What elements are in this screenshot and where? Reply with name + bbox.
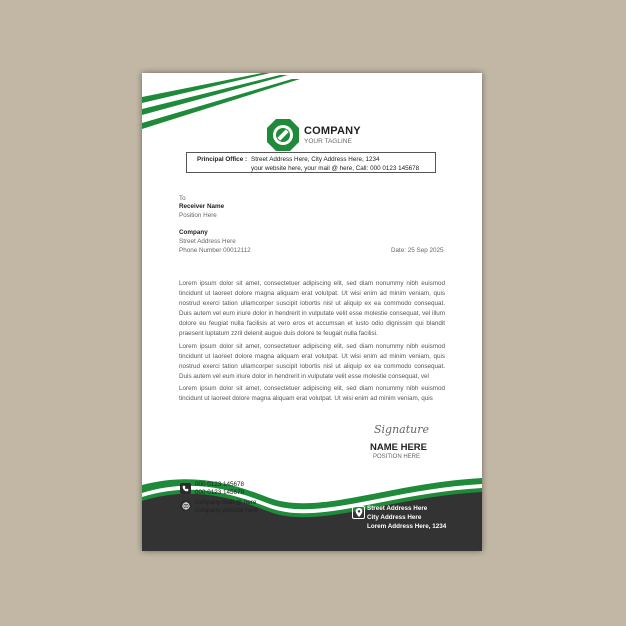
- body-paragraph-2: Lorem ipsum dolor sit amet, consectetuer adipiscing elit, sed diam nonummy nibh euismod tincidunt ut laoreet dolore magna aliquam erat volutpat. Ut wisi enim ad minim veniam, quis nostrud exerci tation ullamcorper suscipit lobortis nisl ut aliquip ex ea commodo consequat. Duis autem vel eum iriure dolor in hendrerit in vulputate velit esse molestie consequat, vel: [179, 343, 445, 381]
- footer-mail: company mail @ here: [195, 499, 257, 506]
- company-logo-icon: [266, 118, 300, 152]
- phone-icon: [180, 483, 191, 494]
- footer-address-line-3: Lorem Address Here, 1234: [367, 523, 447, 530]
- letterhead-page: [142, 73, 482, 551]
- body-paragraph-1: Lorem ipsum dolor sit amet, consectetuer adipiscing elit, sed diam nonummy nibh euismod tincidunt ut laoreet dolore magna aliquam erat volutpat. Ut wisi enim ad minim veniam, quis nostrud exerci tation ullamcorper suscipit lobortis nisl ut aliquip ex ea commodo consequat. Duis autem vel eum iriure dolor in hendrerit in vulputate velit esse molestie consequat, vel illum dolore eu feugiat nulla facilisis at vero eros et accumsan et iusto odio dignissim qui blandit praesent luptatum zzril delenit augue duis dolore te feugait nulla facilisi.: [179, 280, 445, 338]
- signer-name: NAME HERE: [370, 442, 428, 453]
- letter-date: Date: 25 Sep 2025: [391, 247, 444, 254]
- footer-website: company website here: [195, 507, 259, 514]
- receiver-position: Position Here: [179, 212, 217, 219]
- footer-address-line-1: Street Address Here: [367, 505, 428, 512]
- to-label: To: [179, 195, 186, 202]
- footer-address-line-2: City Address Here: [367, 514, 422, 521]
- globe-icon: [180, 500, 191, 511]
- footer-address: [367, 504, 446, 531]
- office-address: Street Address Here, City Address Here, 1234: [251, 156, 380, 163]
- signer-position: POSITION HERE: [373, 454, 421, 460]
- company-logo: [266, 118, 361, 152]
- signature-script: Signature: [374, 423, 430, 436]
- receiver-name: Receiver Name: [179, 203, 225, 210]
- footer-phone-1: 000 0123 145678: [195, 481, 245, 488]
- company-name: COMPANY: [304, 125, 361, 137]
- office-address-box: [186, 152, 436, 173]
- receiver-phone: Phone Number 00012112: [179, 247, 251, 254]
- office-contact: your website here, your mail @ here, Call: 000 0123 145678: [251, 165, 420, 172]
- company-tagline: YOUR TAGLINE: [304, 138, 352, 145]
- location-pin-icon: [352, 506, 365, 519]
- receiver-street: Street Address Here: [179, 238, 236, 245]
- receiver-company: Company: [179, 229, 208, 236]
- office-label: Principal Office :: [197, 156, 248, 163]
- body-paragraph-3: Lorem ipsum dolor sit amet, consectetuer adipiscing elit, sed diam nonummy nibh euismod tincidunt ut laoreet dolore magna aliquam erat volutpat. Ut wisi enim ad minim veniam, quis: [179, 385, 445, 403]
- footer-phone-2: 000 0123 145679: [195, 489, 245, 496]
